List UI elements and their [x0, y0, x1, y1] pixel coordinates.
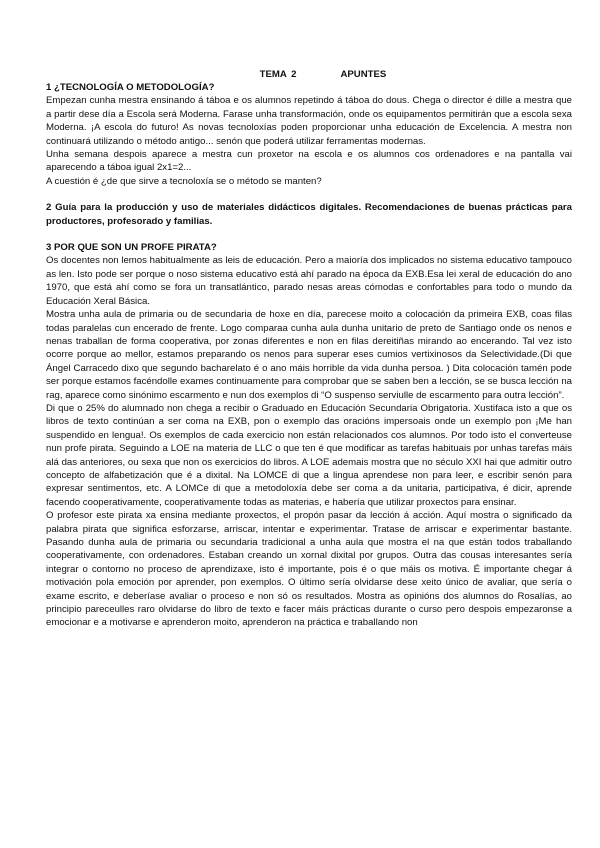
section-1	[46, 81, 572, 188]
section-1-paragraph-2: Unha semana despois aparece a mestra cun proxetor na escola e os alumnos cos ordenadores e na pantalla vai aparecendo a táboa igual 2x1=2...	[46, 149, 572, 174]
section-3-paragraph-4: O profesor este pirata xa ensina mediante proxectos, el propón pasar da lección á acción. Aquí mostra o significado da palabra pirata que significa esforzarse, arriscar, intentar e experimentar. Tratase de arriscar e experimentar bastante. Pasando dunha aula de primaria ou secundaria tradicional a unha aula que mostra el na que están todos traballando cooperativamente, con ordenadores. Estaban creando un xornal dixital por grupos. Outra das cousas interesantes sería integrar o contorno no proceso de aprendizaxe, isto é importante, pois é o que máis os motiva. É importante chegar á motivación pola emoción por aprender, pon exemplos. O último sería olvidarse dese xeito único de avaliar, que sería o exame escrito, e deberíase avaliar o proceso e non só os resultados. Mostra as opinións dos alumnos do Rosalías, ao principio pareceulles raro olvidarse do libro de texto e facer máis prácticas durante o curso pero despois empezaronse a emocionar e a motivarse e aprenderon moito, aprenderon na práctica e traballando non	[46, 510, 572, 629]
section-2-title: 2 Guía para la producción y uso de materiales didácticos digitales. Recomendaciones de buenas prácticas para productores, profesorado y familias.	[46, 202, 572, 227]
section-1-paragraph-1: Empezan cunha mestra ensinando á táboa e os alumnos repetindo á táboa do dous. Chega o director é dille a mestra que a partir dese día a Escola será Moderna. Farase unha transformación, onde os equipamentos permitirán que a escola sexa Moderna. ¡A escola do futuro! As novas tecnoloxías poden proporcionar unha educación de Excelencia. A mestra non continuará utilizando o método antigo... senón que poderá utilizar ferramentas modernas.	[46, 95, 572, 147]
section-3-paragraph-1: Os docentes non lemos habitualmente as leis de educación. Pero a maioría dos implicados no sistema educativo tampouco as len. Isto pode ser porque o noso sistema educativo está ahí parado na época da EXB.Esa lei xeral de educación do ano 1970, que está ahí como se fora un transatlántico, parado nesas areas cómodas e confortables para todo o mundo da Educación Xeral Básica.	[46, 255, 572, 307]
section-3-title: 3 POR QUE SON UN PROFE PIRATA?	[46, 242, 217, 254]
section-3-paragraph-2: Mostra unha aula de primaria ou de secundaria de hoxe en día, parecese moito a colocación da primeira EXB, coas filas todas paralelas cun encerado de frente. Logo comparaa cunha aula dunha unitario de preto de Santiago onde os nenos e nenas traballan de forma cooperativa, por zonas diferentes e non en filas dereitiñas mirando ao encerando. Tal vez isto ocorre porque ao mellor, estamos preparando os nenos para superar eses cumios vertixinosos da Selectividade.(Di que Ángel Carracedo dixo que segundo bacharelato é o ano máis horrible da vida dunha persoa. ) Dita colocación tamén pode ser porque estamos facéndolle exames continuamente para comprobar que se saben ben a lección, se se busca lección na rag, aparece como sinónimo escarmento e nun dos exemplos di “O suspenso serviulle de escarmento para outra lección”.	[46, 309, 572, 401]
section-1-paragraph-3: A cuestión é ¿de que sirve a tecnoloxía se o método se manten?	[46, 175, 322, 187]
page-header	[46, 68, 572, 81]
apuntes-label: APUNTES	[340, 69, 387, 80]
section-3	[46, 241, 572, 630]
document-page	[46, 68, 572, 630]
section-1-title: 1 ¿TECNOLOGÍA O METODOLOGÍA?	[46, 82, 215, 93]
section-3-paragraph-3: Di que o 25% do alumnado non chega a recibir o Graduado en Educación Secundaria Obrigatoria. Xustifaca isto a que os libros de texto continúan a ser coma na EXB, pon o exemplo das oracións impersoais onde un exemplo pon ¡Me han suspendido en lengua!. Os exemplos de cada exercicio non están relacionados cos alumnos. Por todo isto el converteuse nun profe pirata. Seguindo a LOE na materia de LLC o que ten é que modificar as tarefas habituais por unhas tarefas máis alá das anteriores, ou sexa que non os exercicios do libros. A LOE ademais mostra que no século XXI hai que admitir outro concepto de alfabetización que é a dixital. Na LOMCE di que a lingua aprendese non para leer, e escribir senón para expresar sentimentos, etc. A LOMCe di que a metodoloxía debe ser coma a da unitaria, participativa, é dicir, aprende facendo cooperativamente, cooperativamente todas as materias, e habería que utilizar proxectos para ensinar.	[46, 402, 572, 508]
tema-label: TEMA 2	[259, 69, 297, 80]
section-2	[46, 201, 572, 228]
